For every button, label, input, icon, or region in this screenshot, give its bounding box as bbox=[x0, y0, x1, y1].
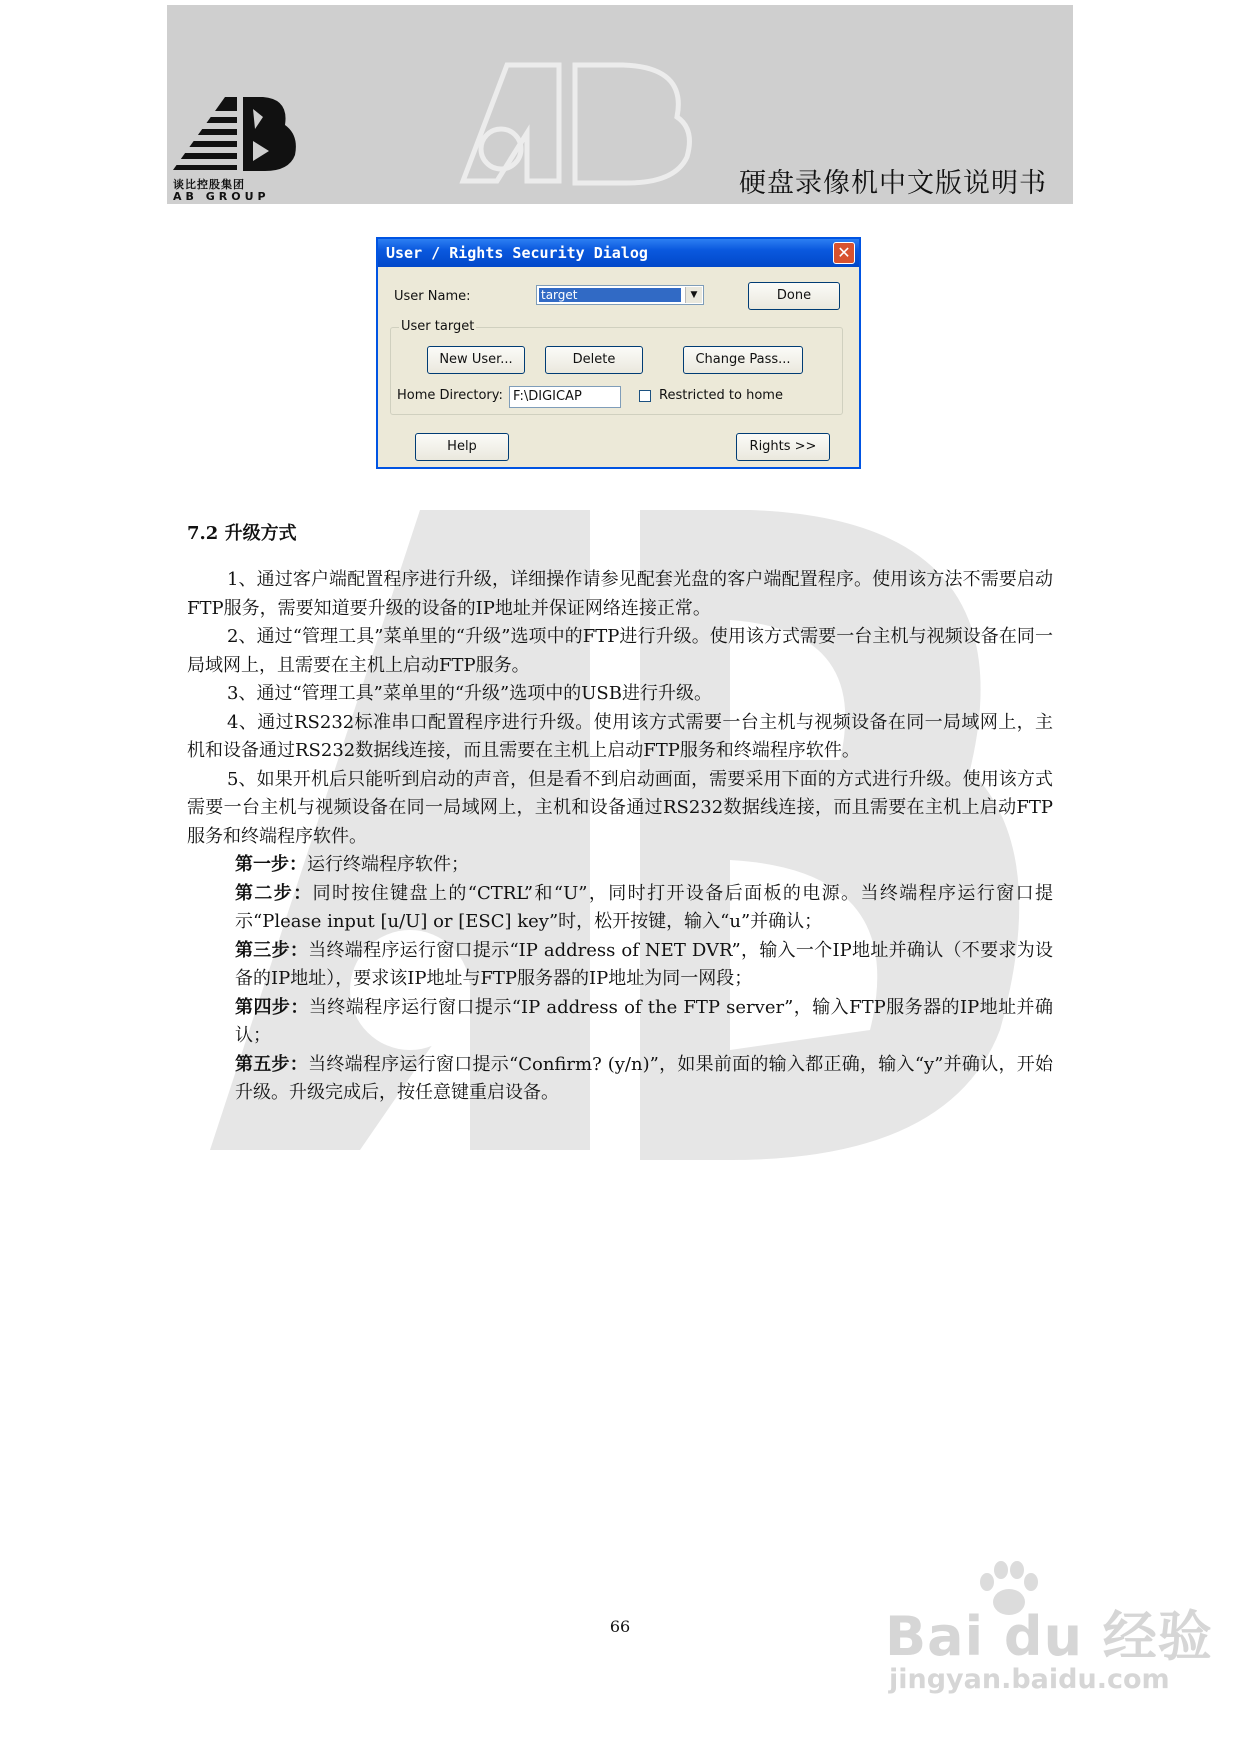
restricted-to-home-label: Restricted to home bbox=[659, 388, 783, 403]
home-directory-label: Home Directory: bbox=[397, 388, 503, 403]
paragraph-4: 4、通过RS232标准串口配置程序进行升级。使用该方式需要一台主机与视频设备在同一局域网上，主机和设备通过RS232数据线连接，而且需要在主机上启动FTP服务和终端程序软件。 bbox=[187, 711, 1053, 761]
header-banner bbox=[167, 5, 1073, 204]
section-heading: 7.2 升级方式 bbox=[187, 523, 297, 544]
ab-group-logo-icon bbox=[167, 97, 296, 171]
user-name-value: target bbox=[539, 288, 681, 302]
change-pass-button[interactable]: Change Pass... bbox=[683, 346, 803, 374]
paragraph-5: 5、如果开机后只能听到启动的声音，但是看不到启动画面，需要采用下面的方式进行升级。使用该方式需要一台主机与视频设备在同一局域网上，主机和设备通过RS232数据线连接，而且需要在主机上启动FTP服务和终端程序软件。 bbox=[187, 768, 1053, 847]
document-title: 硬盘录像机中文版说明书 bbox=[739, 168, 1047, 199]
user-name-combobox[interactable] bbox=[536, 285, 704, 305]
logo-english-name: AB GROUP bbox=[173, 190, 270, 203]
step-text: 当终端程序运行窗口提示“Confirm? (y/n)”，如果前面的输入都正确，输入“y”并确认，开始升级。升级完成后，按任意键重启设备。 bbox=[235, 1053, 1053, 1103]
user-target-group bbox=[390, 319, 843, 415]
step-text: 当终端程序运行窗口提示“IP address of the FTP server”，输入FTP服务器的IP地址并确认； bbox=[235, 996, 1053, 1046]
step-label: 第五步： bbox=[235, 1053, 309, 1075]
section-content bbox=[187, 522, 1053, 1108]
watermark-url: jingyan.baidu.com bbox=[889, 1664, 1170, 1695]
done-button[interactable]: Done bbox=[748, 282, 840, 310]
step-label: 第三步： bbox=[235, 939, 309, 961]
dialog-title: User / Rights Security Dialog bbox=[386, 244, 648, 262]
user-rights-security-dialog bbox=[376, 237, 861, 469]
help-button[interactable]: Help bbox=[415, 433, 509, 461]
step-1 bbox=[235, 851, 1053, 880]
restricted-to-home-checkbox[interactable] bbox=[639, 390, 651, 402]
home-directory-input[interactable]: F:\DIGICAP bbox=[509, 386, 621, 408]
dialog-title-bar bbox=[378, 239, 859, 267]
step-5 bbox=[235, 1051, 1053, 1108]
watermark-brand: Bai du 经验 bbox=[885, 1605, 1213, 1668]
baidu-watermark bbox=[875, 1560, 1215, 1710]
step-text: 运行终端程序软件； bbox=[307, 854, 469, 875]
chevron-down-icon[interactable]: ▼ bbox=[685, 287, 702, 303]
paragraph-2: 2、通过“管理工具”菜单里的“升级”选项中的FTP进行升级。使用该方式需要一台主机与视频设备在同一局域网上，且需要在主机上启动FTP服务。 bbox=[187, 626, 1053, 676]
user-name-label: User Name: bbox=[394, 289, 471, 304]
close-icon[interactable]: ✕ bbox=[833, 242, 855, 264]
rights-button[interactable]: Rights >> bbox=[736, 433, 830, 461]
step-text: 同时按住键盘上的“CTRL”和“U”，同时打开设备后面板的电源。当终端程序运行窗口提示“Please input [u/U] or [ESC] key”时，松开按键，输入“u”并确认； bbox=[235, 882, 1054, 932]
logo-chinese-name: 谈比控股集团 bbox=[173, 178, 245, 191]
step-label: 第四步： bbox=[235, 996, 309, 1018]
page-number: 66 bbox=[609, 1617, 631, 1636]
paragraph-1: 1、通过客户端配置程序进行升级，详细操作请参见配套光盘的客户端配置程序。使用该方法不需要启动FTP服务，需要知道要升级的设备的IP地址并保证网络连接正常。 bbox=[187, 569, 1053, 619]
delete-button[interactable]: Delete bbox=[545, 346, 643, 374]
step-2 bbox=[235, 880, 1053, 937]
paragraph-3: 3、通过“管理工具”菜单里的“升级”选项中的USB进行升级。 bbox=[227, 683, 712, 704]
step-label: 第一步： bbox=[235, 854, 307, 875]
step-label: 第二步： bbox=[235, 882, 313, 904]
step-3 bbox=[235, 937, 1053, 994]
group-label: User target bbox=[401, 319, 475, 334]
ab-large-outline-icon bbox=[463, 65, 689, 183]
step-4 bbox=[235, 994, 1053, 1051]
new-user-button[interactable]: New User... bbox=[427, 346, 525, 374]
step-text: 当终端程序运行窗口提示“IP address of NET DVR”，输入一个IP地址并确认（不要求为设备的IP地址），要求该IP地址与FTP服务器的IP地址为同一网段； bbox=[235, 939, 1053, 989]
